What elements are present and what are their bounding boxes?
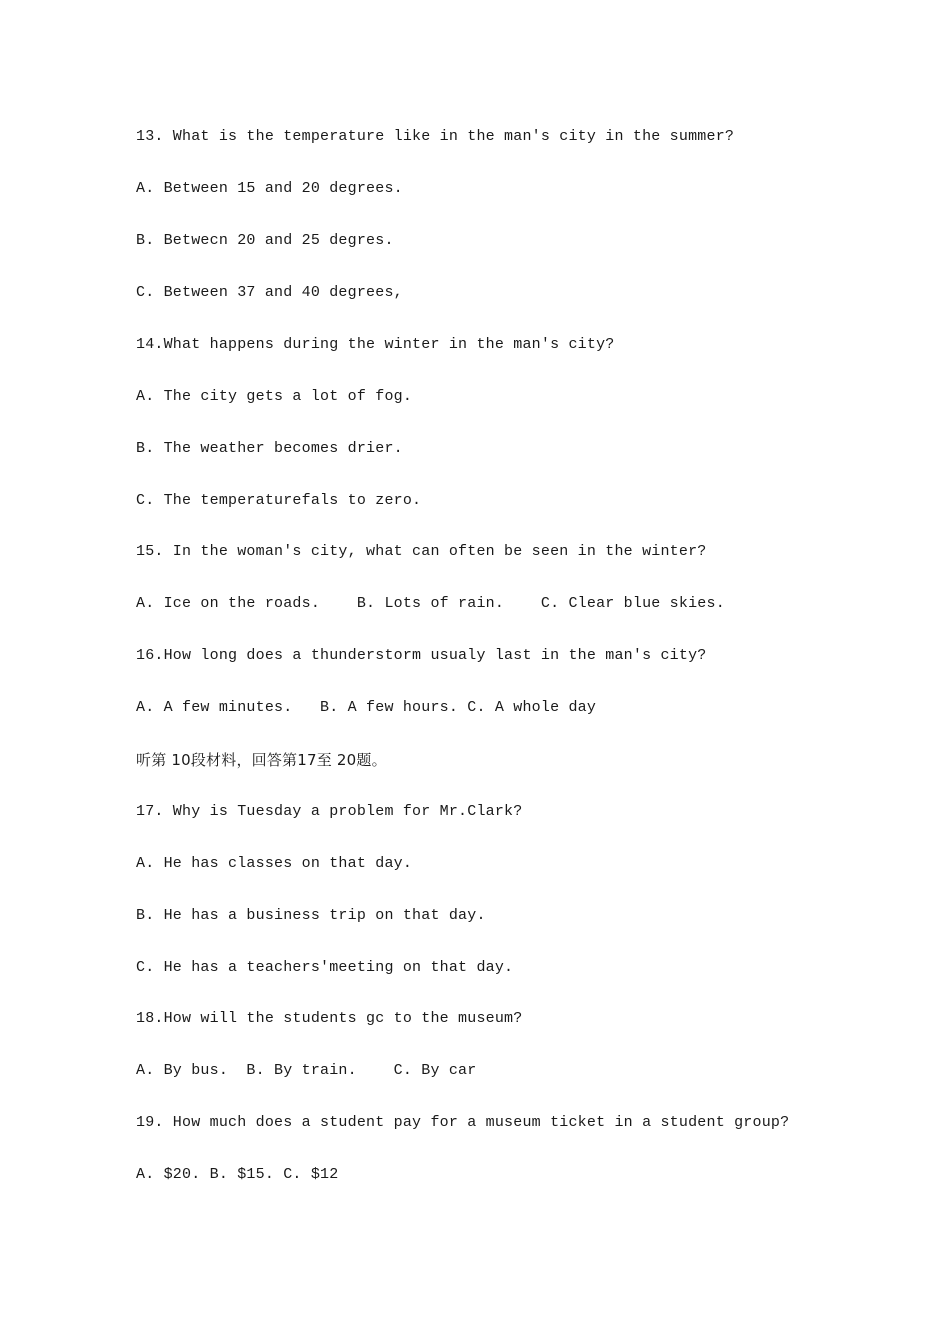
option-13a: A. Between 15 and 20 degrees. [136, 180, 403, 197]
option-14c: C. The temperaturefals to zero. [136, 492, 422, 509]
question-14: 14.What happens during the winter in the man's city? [136, 336, 615, 353]
option-14a: A. The city gets a lot of fog. [136, 388, 413, 405]
options-18: A. By bus. B. By train. C. By car [136, 1062, 477, 1079]
option-13c: C. Between 37 and 40 degrees, [136, 284, 403, 301]
option-17c: C. He has a teachers'meeting on that day. [136, 959, 514, 976]
question-18: 18.How will the students gc to the museum? [136, 1010, 523, 1027]
question-17: 17. Why is Tuesday a problem for Mr.Clark? [136, 803, 523, 820]
options-19: A. $20. B. $15. C. $12 [136, 1166, 339, 1183]
question-16: 16.How long does a thunderstorm usualy last in the man's city? [136, 647, 707, 664]
question-13: 13. What is the temperature like in the man's city in the summer? [136, 128, 735, 145]
option-14b: B. The weather becomes drier. [136, 440, 403, 457]
options-15: A. Ice on the roads. B. Lots of rain. C. Clear blue skies. [136, 595, 725, 612]
option-17a: A. He has classes on that day. [136, 855, 413, 872]
question-15: 15. In the woman's city, what can often be seen in the winter? [136, 543, 707, 560]
question-19: 19. How much does a student pay for a museum ticket in a student group? [136, 1114, 790, 1131]
section-instruction: 听第 10段材料，回答第17至 20题。 [136, 751, 387, 769]
option-13b: B. Betwecn 20 and 25 degres. [136, 232, 394, 249]
options-16: A. A few minutes. B. A few hours. C. A whole day [136, 699, 597, 716]
option-17b: B. He has a business trip on that day. [136, 907, 486, 924]
